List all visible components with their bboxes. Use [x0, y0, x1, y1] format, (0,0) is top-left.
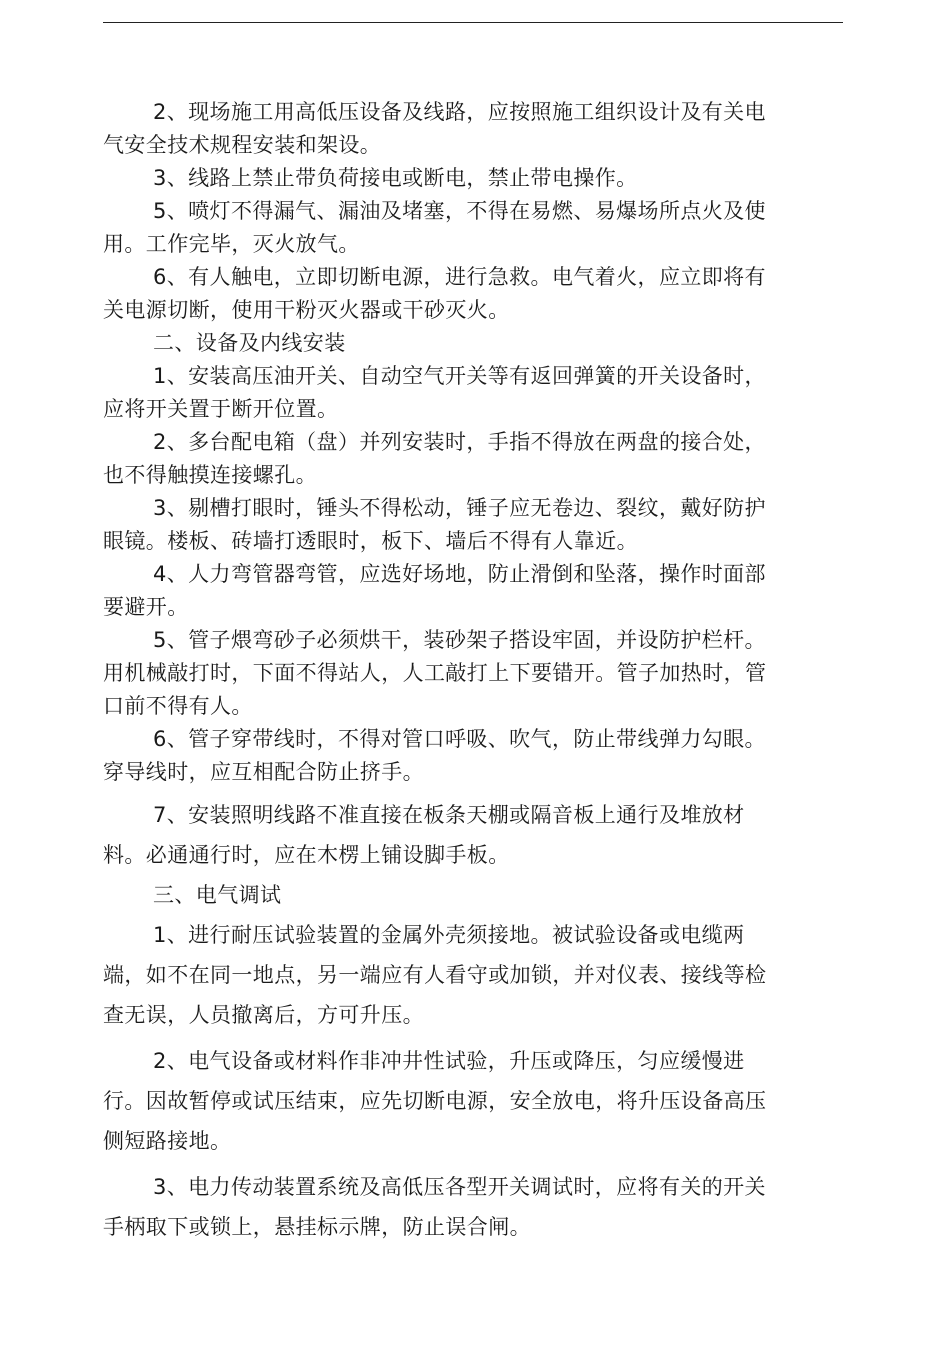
paragraph: 4、人力弯管器弯管，应选好场地，防止滑倒和坠落，操作时面部要避开。: [103, 562, 766, 619]
paragraph: 5、喷灯不得漏气、漏油及堵塞，不得在易燃、易爆场所点火及使用。工作完毕，灭火放气。: [103, 199, 766, 256]
document-body: [103, 96, 771, 1247]
paragraph: 3、线路上禁止带负荷接电或断电，禁止带电操作。: [153, 166, 638, 190]
paragraph: 1、进行耐压试验装置的金属外壳须接地。被试验设备或电缆两端，如不在同一地点，另一端应有人看守或加锁，并对仪表、接线等检查无误，人员撤离后，方可升压。: [103, 923, 767, 1027]
paragraph: 3、剔槽打眼时，锤头不得松动，锤子应无卷边、裂纹，戴好防护眼镜。楼板、砖墙打透眼时，板下、墙后不得有人靠近。: [103, 496, 766, 553]
paragraph: 3、电力传动装置系统及高低压各型开关调试时，应将有关的开关手柄取下或锁上，悬挂标示牌，防止误合闸。: [103, 1175, 766, 1239]
paragraph: 6、有人触电，立即切断电源，进行急救。电气着火，应立即将有关电源切断，使用干粉灭火器或干砂灭火。: [103, 265, 766, 322]
paragraph: 7、安装照明线路不准直接在板条天棚或隔音板上通行及堆放材料。必通通行时，应在木楞上铺设脚手板。: [103, 803, 745, 867]
section-heading: 二、设备及内线安装: [153, 331, 346, 355]
paragraph: 2、电气设备或材料作非冲井性试验，升压或降压，匀应缓慢进行。因故暂停或试压结束，应先切断电源，安全放电，将升压设备高压侧短路接地。: [103, 1049, 767, 1153]
paragraph: 5、管子煨弯砂子必须烘干，装砂架子搭设牢固，并设防护栏杆。用机械敲打时，下面不得站人，人工敲打上下要错开。管子加热时，管口前不得有人。: [103, 628, 767, 718]
paragraph: 2、多台配电箱（盘）并列安装时，手指不得放在两盘的接合处，也不得触摸连接螺孔。: [103, 430, 766, 487]
paragraph: 2、现场施工用高低压设备及线路，应按照施工组织设计及有关电气安全技术规程安装和架设。: [103, 100, 766, 157]
header-rule: [103, 22, 843, 23]
paragraph: 1、安装高压油开关、自动空气开关等有返回弹簧的开关设备时，应将开关置于断开位置。: [103, 364, 766, 421]
section-heading: 三、电气调试: [153, 883, 282, 907]
paragraph: 6、管子穿带线时，不得对管口呼吸、吹气，防止带线弹力勾眼。穿导线时，应互相配合防止挤手。: [103, 727, 766, 784]
